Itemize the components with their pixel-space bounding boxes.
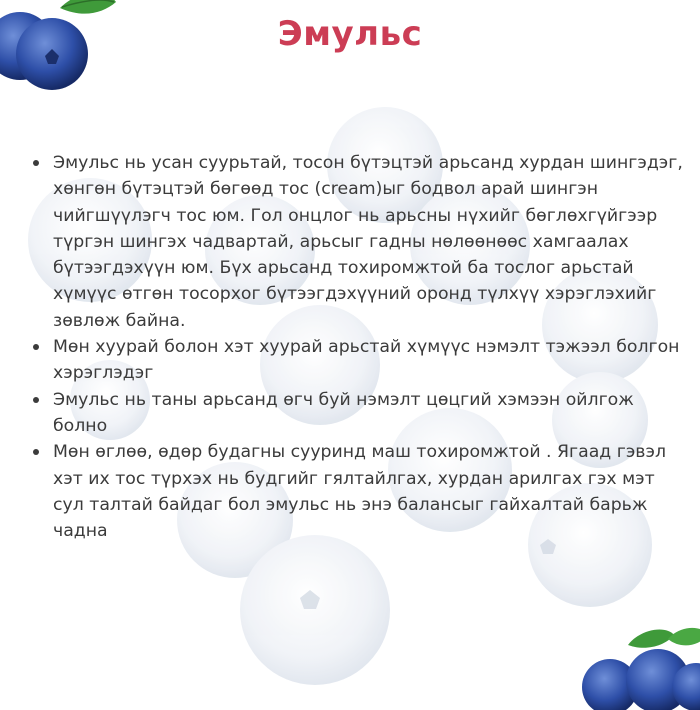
list-item: Эмульс нь усан суурьтай, тосон бүтэцтэй арьсанд хурдан шингэдэг, хөнгөн бүтэцтэй бөгөөд тос (cream)ыг бодвол арай шингэн чийгшүүлэгч тос юм. Гол онцлог нь арьсны нүхийг бөглөхгүйгээр түргэн шингэх чадвартай, арьсыг гадны нөлөөнөөс хамгаалах бүтээгдэхүүн юм. Бүх арьсанд тохиромжтой ба тослог арьстай хүмүүс өтгөн тосорхог бүтээгдэхүүний оронд түлхүү хэрэглэхийг зөвлөж байна.: [28, 150, 683, 334]
page-title: Эмульс: [277, 14, 423, 54]
bullet-list: [28, 150, 683, 544]
blueberry-cluster-icon: [578, 625, 700, 710]
list-item: Мөн өглөө, өдөр будагны сууринд маш тохиромжтой . Ягаад гэвэл хэт их тос түрхэх нь будгийг гялтайлгах, хурдан арилгах гэх мэт сул талтай байдаг бол эмульс нь энэ балансыг гайхалтай барьж чадна: [28, 439, 683, 544]
list-item: Эмульс нь таны арьсанд өгч буй нэмэлт цөцгий хэмээн ойлгож болно: [28, 387, 683, 440]
list-item: Мөн хуурай болон хэт хуурай арьстай хүмүүс нэмэлт тэжээл болгон хэрэглэдэг: [28, 334, 683, 387]
